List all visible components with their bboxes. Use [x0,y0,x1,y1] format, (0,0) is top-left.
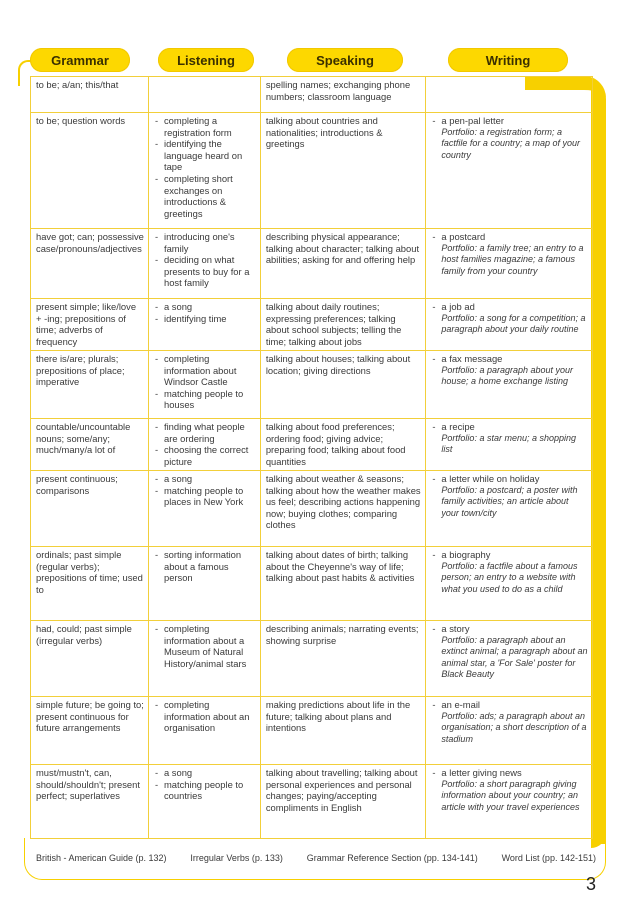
listening-item: - identifying the language heard on tape [154,138,256,173]
writing-cell [426,765,593,839]
table-row [31,471,593,547]
header-grammar: Grammar [30,48,130,72]
frame-right-bar [591,84,606,844]
writing-cell [426,547,593,621]
writing-cell [426,621,593,697]
writing-task: - a biography [431,549,588,561]
grammar-cell: countable/uncountable nouns; some/any; much/many/a lot of [31,419,149,471]
speaking-cell: talking about countries and nationalities; introductions & greetings [260,113,426,229]
table-row [31,419,593,471]
listening-item: - choosing the correct picture [154,444,256,467]
listening-item: - completing information about a Museum of Natural History/animal stars [154,623,256,669]
listening-item: - matching people to places in New York [154,485,256,508]
table-row [31,697,593,765]
listening-item: - identifying time [154,313,256,325]
listening-item: - deciding on what presents to buy for a host family [154,254,256,289]
grammar-cell: had, could; past simple (irregular verbs) [31,621,149,697]
writing-task: - a job ad [431,301,588,313]
writing-portfolio: Portfolio: a song for a competition; a paragraph about your daily routine [441,312,586,335]
listening-cell [148,547,260,621]
contents-table [30,76,593,839]
table-row [31,547,593,621]
writing-task: - a postcard [431,231,588,243]
writing-cell [426,471,593,547]
footer-grammar-reference: Grammar Reference Section (pp. 134-141) [306,853,478,863]
table-row [31,351,593,419]
footer-word-list: Word List (pp. 142-151) [501,853,596,863]
writing-cell [426,299,593,351]
writing-cell [426,697,593,765]
listening-item: - completing a registration form [154,115,256,138]
grammar-cell: must/mustn't, can, should/shouldn't; present perfect; superlatives [31,765,149,839]
writing-portfolio: Portfolio: a short paragraph giving information about your country; an article with your travel experiences [441,778,580,812]
speaking-cell: spelling names; exchanging phone numbers; classroom language [260,77,426,113]
speaking-cell: making predictions about life in the future; talking about plans and intentions [260,697,426,765]
speaking-cell: talking about houses; talking about location; giving directions [260,351,426,419]
speaking-cell: talking about travelling; talking about personal experiences and personal changes; paying/accepting compliments in English [260,765,426,839]
speaking-cell: talking about weather & seasons; talking about how the weather makes us feel; describing actions happening now; buying clothes; comparing clothes [260,471,426,547]
writing-cell [426,419,593,471]
footer [36,853,596,863]
listening-item: - finding what people are ordering [154,421,256,444]
grammar-cell: to be; a/an; this/that [31,77,149,113]
listening-cell [148,697,260,765]
speaking-cell: talking about dates of birth; talking about the Cheyenne's way of life; talking about past habits & activities [260,547,426,621]
writing-portfolio: Portfolio: a factfile about a famous person; an entry to a website with what you used to do as a child [441,560,578,594]
table-row [31,113,593,229]
grammar-cell: ordinals; past simple (regular verbs); prepositions of time; used to [31,547,149,621]
speaking-cell: talking about food preferences; ordering food; giving advice; preparing food; talking about food quantities [260,419,426,471]
listening-cell [148,621,260,697]
writing-task: - a recipe [431,421,588,433]
writing-cell [426,113,593,229]
listening-item: - a song [154,767,256,779]
writing-portfolio: Portfolio: a paragraph about an extinct animal; a paragraph about an animal star, a 'For Sale' poster for Black Beauty [441,634,588,680]
writing-task: - a letter while on holiday [431,473,588,485]
grammar-cell: present simple; like/love + -ing; prepositions of time; adverbs of frequency [31,299,149,351]
listening-cell [148,351,260,419]
writing-cell [426,77,593,113]
listening-item: - completing short exchanges on introductions & greetings [154,173,256,219]
listening-item: - completing information about Windsor Castle [154,353,256,388]
grammar-cell: to be; question words [31,113,149,229]
speaking-cell: describing physical appearance; talking about character; talking about abilities; asking for and offering help [260,229,426,299]
writing-task: - an e-mail [431,699,588,711]
grammar-cell: there is/are; plurals; prepositions of place; imperative [31,351,149,419]
header-writing: Writing [448,48,568,72]
writing-task: - a fax message [431,353,588,365]
writing-portfolio: Portfolio: a star menu; a shopping list [441,432,576,455]
listening-cell [148,299,260,351]
speaking-cell: talking about daily routines; expressing preferences; talking about school subjects; telling the time; talking about jobs [260,299,426,351]
writing-cell [426,229,593,299]
listening-item: - sorting information about a famous person [154,549,256,584]
footer-irregular-verbs: Irregular Verbs (p. 133) [190,853,283,863]
writing-portfolio: Portfolio: a paragraph about your house; a home exchange listing [441,364,574,387]
writing-task: - a story [431,623,588,635]
listening-cell [148,765,260,839]
listening-cell [148,419,260,471]
listening-cell [148,113,260,229]
writing-task: - a letter giving news [431,767,588,779]
listening-item: - a song [154,473,256,485]
listening-item: - matching people to houses [154,388,256,411]
grammar-cell: have got; can; possessive case/pronouns/adjectives [31,229,149,299]
grammar-cell: simple future; be going to; present continuous for future arrangements [31,697,149,765]
table-row [31,77,593,113]
writing-task: - a pen-pal letter [431,115,588,127]
table-row [31,765,593,839]
listening-item: - introducing one's family [154,231,256,254]
listening-cell [148,471,260,547]
speaking-cell: describing animals; narrating events; showing surprise [260,621,426,697]
table-row [31,299,593,351]
writing-portfolio: Portfolio: a registration form; a factfile for a country; a map of your country [441,126,580,160]
writing-portfolio: Portfolio: ads; a paragraph about an organisation; a short description of a stadium [441,710,587,744]
listening-item: - matching people to countries [154,779,256,802]
footer-guide: British - American Guide (p. 132) [36,853,167,863]
header-listening: Listening [158,48,254,72]
table-row [31,229,593,299]
writing-portfolio: Portfolio: a postcard; a poster with family activities; an article about your town/city [441,484,578,518]
listening-cell [148,229,260,299]
page-number: 3 [586,874,597,894]
listening-item: - completing information about an organisation [154,699,256,734]
listening-item: - a song [154,301,256,313]
table-row [31,621,593,697]
writing-cell [426,351,593,419]
listening-cell [148,77,260,113]
header-speaking: Speaking [287,48,403,72]
writing-portfolio: Portfolio: a family tree; an entry to a host families magazine; a famous family from your country [441,242,584,276]
grammar-cell: present continuous; comparisons [31,471,149,547]
